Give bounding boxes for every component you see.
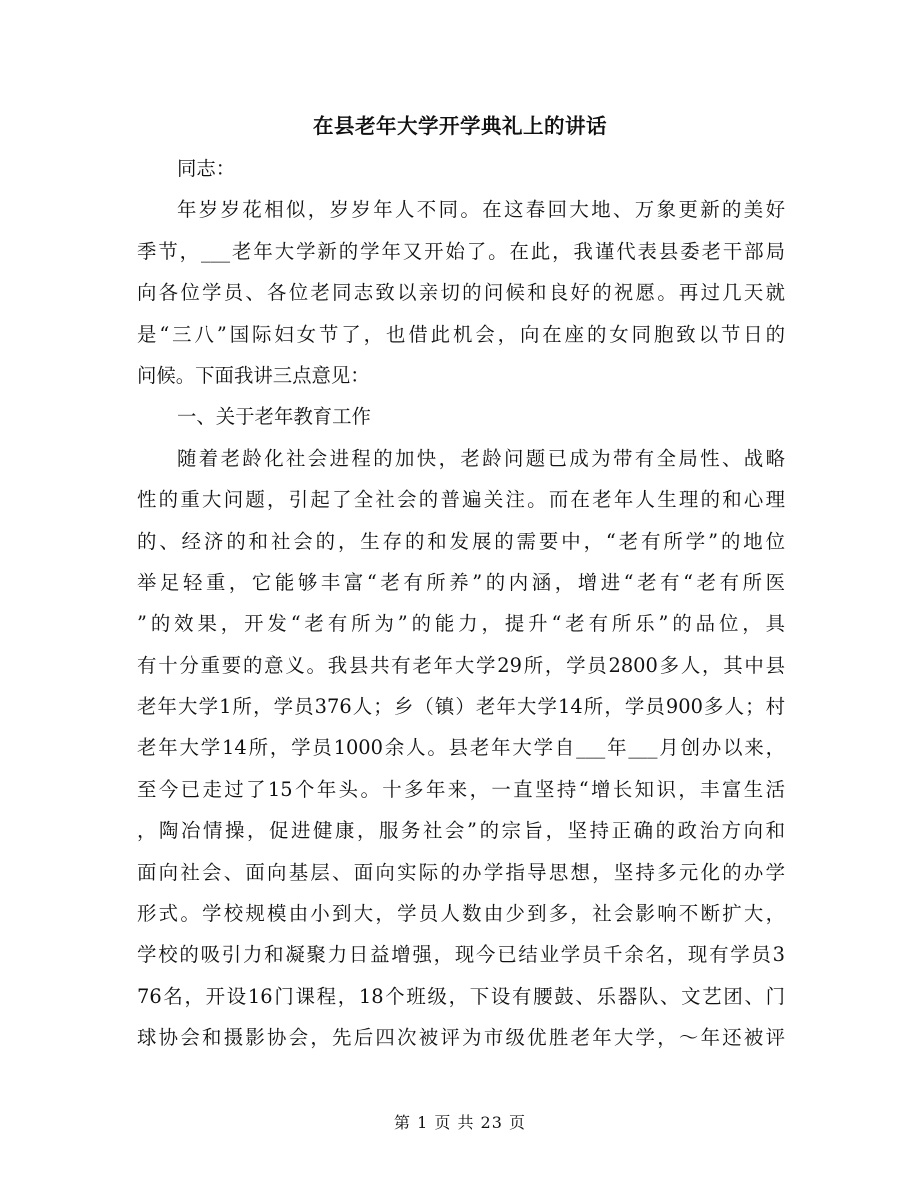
paragraph-line: 向各位学员、各位老同志致以亲切的问候和良好的祝愿。再过几天就	[137, 281, 785, 305]
paragraph-line: 性的重大问题，引起了全社会的普遍关注。而在老年人生理的和心理	[137, 488, 785, 512]
paragraph-line: 老年大学14所，学员1000余人。县老年大学自___年___月创办以来，	[137, 736, 785, 760]
paragraph-line: ”的效果，开发“老有所为”的能力，提升“老有所乐”的品位，具	[137, 612, 785, 636]
document-title: 在县老年大学开学典礼上的讲话	[313, 114, 607, 138]
page-number-footer: 第 1 页 共 23 页	[394, 1113, 526, 1132]
paragraph-line: 举足轻重，它能够丰富“老有所养”的内涵，增进“老有“老有所医	[137, 570, 785, 594]
paragraph-line: 年岁岁花相似，岁岁年人不同。在这春回大地、万象更新的美好	[177, 198, 785, 222]
paragraph-line: 随着老龄化社会进程的加快，老龄问题已成为带有全局性、战略	[177, 446, 785, 470]
paragraph-line: ，陶冶情操，促进健康，服务社会”的宗旨，坚持正确的政治方向和	[137, 819, 785, 843]
paragraph-line: 有十分重要的意义。我县共有老年大学29所，学员2800多人，其中县	[137, 653, 785, 677]
paragraph-line: 面向社会、面向基层、面向实际的办学指导思想，坚持多元化的办学	[137, 860, 785, 884]
paragraph-line: 问候。下面我讲三点意见：	[137, 363, 370, 387]
document-body	[137, 148, 785, 1059]
section-heading: 一、关于老年教育工作	[177, 405, 371, 429]
paragraph-line: 76名，开设16门课程，18个班级，下设有腰鼓、乐器队、文艺团、门	[137, 984, 785, 1008]
paragraph-line: 至今已走过了15个年头。十多年来，一直坚持“增长知识，丰富生活	[137, 777, 785, 801]
paragraph-line: 形式。学校规模由小到大，学员人数由少到多，社会影响不断扩大，	[137, 902, 785, 926]
paragraph-line: 的、经济的和社会的，生存的和发展的需要中，“老有所学”的地位	[137, 529, 785, 553]
paragraph-line: 学校的吸引力和凝聚力日益增强，现今已结业学员千余名，现有学员3	[137, 943, 785, 967]
salutation-line: 同志：	[177, 157, 236, 180]
paragraph-line: 球协会和摄影协会，先后四次被评为市级优胜老年大学，～年还被评	[137, 1026, 785, 1050]
paragraph-line: 是“三八”国际妇女节了，也借此机会，向在座的女同胞致以节日的	[137, 322, 785, 346]
paragraph-line: 老年大学1所，学员376人；乡（镇）老年大学14所，学员900多人；村	[137, 695, 785, 719]
paragraph-line: 季节，___老年大学新的学年又开始了。在此，我谨代表县委老干部局	[137, 239, 785, 263]
